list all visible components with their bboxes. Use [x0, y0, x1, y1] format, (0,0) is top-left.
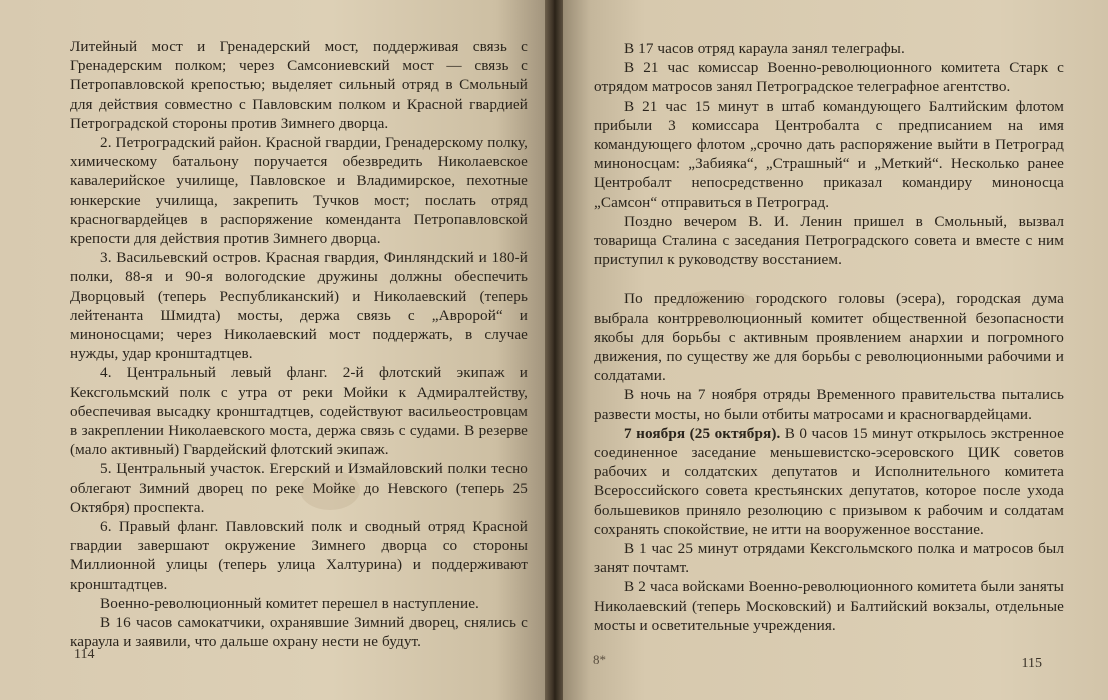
paragraph-body: В 0 часов 15 минут открылось экстренное соединенное заседание меньшевистско-эсеровского ЦИК советов рабочих и солдатских депутатов и Исполнительного комитета Всероссийского совета крестьянских депутатов, которое после ухода большевиков приняло резолюцию с призывом к рабочим и солдатам сохранять спокойствие, не итти на вооруженное восстание.	[594, 424, 1065, 538]
paragraph: По предложению городского головы (эсера), городская дума выбрала контрреволюционный комитет общественной безопасности якобы для борьбы с активным проявлением анархии и погромного движения, по существу же для борьбы с революционными рабочими и солдатами.	[594, 290, 1064, 385]
printer-signature-mark: 8*	[593, 652, 606, 667]
paragraph: Военно-революционный комитет перешел в наступление.	[100, 594, 479, 612]
left-page	[0, 0, 551, 700]
page-number-left: 114	[74, 647, 95, 662]
paper-stain	[300, 470, 360, 510]
date-heading: 7 ноября (25 октября).	[624, 424, 781, 442]
paper-stain	[677, 290, 757, 320]
paragraph: 6. Правый фланг. Павловский полк и сводный отряд Красной гвардии завершают окружение Зимнего дворца со стороны Миллионной улицы (теперь улица Халтурина) и поддерживают кронштадтцев.	[70, 518, 528, 593]
paragraph: В 1 час 25 минут отрядами Кексгольмского полка и матросов был занят почтамт.	[594, 540, 1064, 577]
paragraph: В 21 час 15 минут в штаб командующего Балтийским флотом прибыли 3 комиссара Центробалта с предписанием на имя командующего флотом „срочно дать распоряжение выйти в Петроград миноносцам: „Забияка“, „Страшный“ и „Меткий“. Несколько ранее Центробалт непосредственно приказал командиру миноносца „Самсон“ отправиться в Петроград.	[594, 97, 1064, 211]
paragraph: Литейный мост и Гренадерский мост, поддерживая связь с Гренадерским полком; через Самсониевский мост — связь с Петропавловской крепостью; выделяет сильный отряд в Смольный для действия совместно с Павловским полком и Красной гвардией Петроградской стороны против Зимнего дворца.	[70, 38, 528, 132]
book-gutter	[545, 0, 563, 700]
paragraph: 4. Центральный левый фланг. 2-й флотский экипаж и Кексгольмский полк с утра от реки Мойки к Адмиралтейству, обеспечивая высадку кронштадтцев, содействуют васильеостровцам в закреплении Николаевского моста, держа связь с судами. В резерве (мало активный) Гвардейский флотский экипаж.	[70, 364, 528, 459]
paragraph: В ночь на 7 ноября отряды Временного правительства пытались развести мосты, но были отбиты матросами и красногвардейцами.	[594, 386, 1064, 423]
paragraph: В 16 часов самокатчики, охранявшие Зимний дворец, снялись с караула и заявили, что дальше охрану нести не будут.	[70, 614, 528, 651]
page-number-right: 115	[1021, 656, 1042, 671]
paragraph: В 21 час комиссар Военно-революционного комитета Старк с отрядом матросов занял Петроградское телеграфное агентство.	[594, 59, 1064, 96]
paragraph: 5. Центральный участок. Егерский и Измайловский полки тесно облегают Зимний дворец по реке Мойке до Невского (теперь 25 Октября) проспекта.	[70, 460, 528, 516]
paragraph: В 2 часа войсками Военно-революционного комитета были заняты Николаевский (теперь Московский) и Балтийский вокзалы, отдельные мосты и осветительные учреждения.	[594, 578, 1064, 634]
paragraph-dated	[594, 424, 1064, 539]
paragraph: 3. Васильевский остров. Красная гвардия, Финляндский и 180-й полки, 88-я и 90-я вологодские дружины должны обеспечить Дворцовый (теперь Республиканский) и Николаевский (теперь лейтенанта Шмидта) мосты, держа связь с „Авророй“ и миноносцами; через Николаевский мост поддержать, в случае нужды, удар кронштадтцев.	[70, 249, 528, 363]
paragraph: 2. Петроградский район. Красной гвардии, Гренадерскому полку, химическому батальону поручается обезвредить Николаевское кавалерийское училище, Павловское и Владимирское, пехотные юнкерские училища, закрепить Тучков мост; послать отряд красногвардейцев в распоряжение коменданта Петропавловской крепости для действия против Зимнего дворца.	[70, 134, 528, 248]
paragraph: Поздно вечером В. И. Ленин пришел в Смольный, вызвал товарища Сталина с заседания Петроградского совета и вместе с ним приступил к руководству восстанием.	[594, 212, 1064, 269]
right-page-text	[594, 39, 1064, 635]
left-page-text	[70, 37, 528, 652]
right-page	[557, 0, 1108, 700]
paragraph: В 17 часов отряд караула занял телеграфы.	[624, 40, 905, 57]
